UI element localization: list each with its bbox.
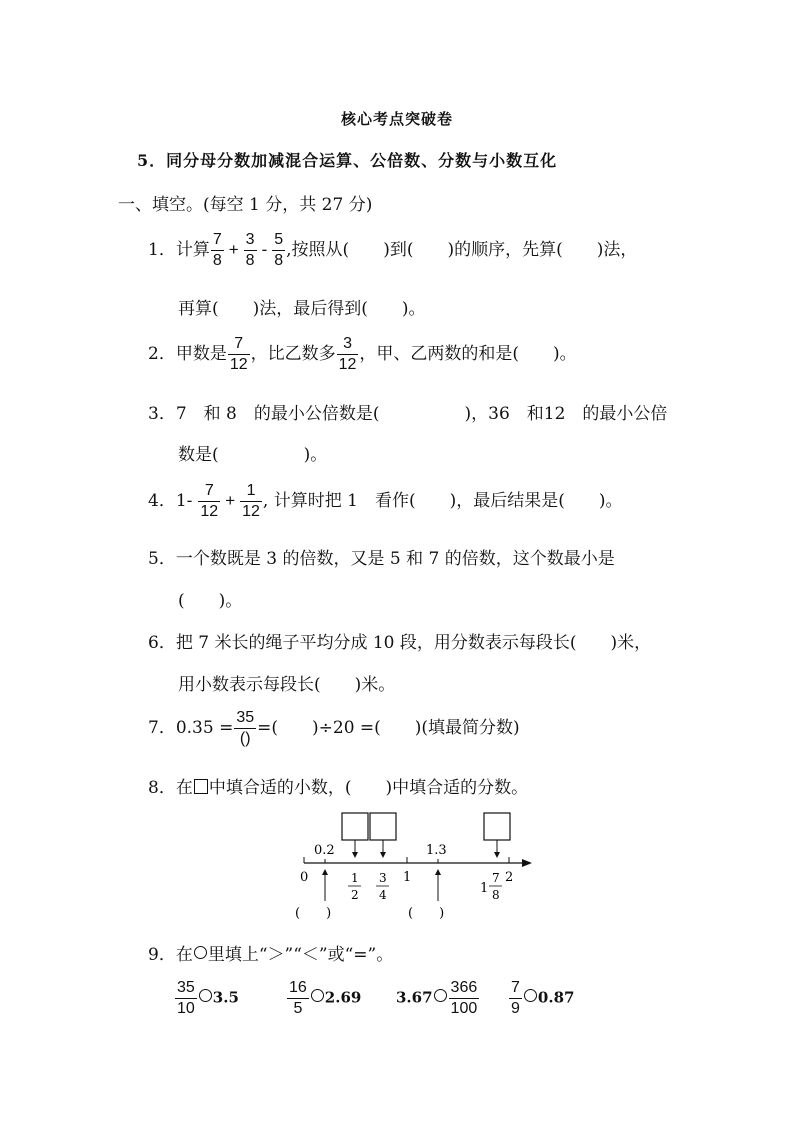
section-heading: 一、填空。(每空 1 分，共 27 分)	[118, 195, 373, 215]
frac-den: 4	[379, 888, 387, 902]
question-number: 1．	[148, 240, 176, 260]
fraction: $\frac{3}{8}$	[245, 231, 255, 269]
q4-pre: 1-	[175, 491, 193, 511]
q9-item-4	[508, 978, 574, 1019]
page-subtitle: 5．同分母分数加减混合运算、公倍数、分数与小数互化	[137, 151, 558, 170]
axis-arrow-icon	[522, 859, 532, 867]
question-number: 8．	[148, 778, 176, 798]
circle-icon	[194, 946, 207, 959]
q3-text-b: 数是( )。	[178, 445, 328, 465]
circle-icon	[199, 989, 212, 1002]
question-8	[148, 773, 528, 798]
question-1	[148, 230, 637, 271]
q7-pre: 0.35 =	[175, 718, 234, 738]
q2-post: ，甲、乙两数的和是( )。	[359, 344, 577, 364]
q2-mid: ，比乙数多	[250, 344, 336, 364]
q8-post: 中填合适的小数，( )中填合适的分数。	[208, 778, 529, 798]
q9-post: 里填上“＞”“＜”或“=”。	[207, 945, 394, 965]
q9-value: 2.69	[324, 988, 362, 1007]
q4-post: , 计算时把 1 看作( )，最后结果是( )。	[262, 491, 623, 511]
q1-pre: 计算	[175, 240, 210, 260]
question-number: 6．	[148, 633, 176, 653]
fraction: $\frac{3}{12}$	[338, 335, 357, 373]
frac-den: 8	[492, 888, 500, 902]
q3-text-a: 7 和 8 的最小公倍数是( )，36 和12 的最小公倍	[175, 404, 668, 424]
fraction: $\frac{1}{12}$	[242, 482, 260, 520]
label-above: 0.2	[314, 843, 335, 858]
label-below: 1	[403, 870, 412, 885]
circle-icon	[311, 989, 324, 1002]
frac-num: 7	[492, 871, 500, 885]
frac-den: 2	[351, 888, 359, 902]
question-number: 7．	[148, 718, 176, 738]
question-9	[148, 940, 393, 965]
answer-paren: ( )	[295, 906, 332, 921]
q6-text-b: 用小数表示每段长( )米。	[178, 675, 396, 695]
label-below: 0	[300, 870, 309, 885]
q9-value: 0.87	[537, 988, 575, 1007]
q2-pre: 甲数是	[175, 344, 227, 364]
circle-icon	[524, 989, 537, 1002]
q6-text-a: 把 7 米长的绳子平均分成 10 段，用分数表示每段长( )米，	[175, 633, 652, 653]
q9-value: 3.5	[212, 988, 239, 1007]
fraction: $\frac{35}{()}$	[236, 709, 255, 747]
frac-num: 3	[379, 871, 387, 885]
q7-post: =( )÷20 =( )(填最简分数)	[257, 718, 520, 738]
q9-value: 3.67	[396, 988, 433, 1007]
fraction: $\frac{35}{10}$	[177, 979, 195, 1017]
label-above: 1.3	[426, 843, 447, 858]
q9-item-1	[174, 978, 239, 1019]
question-number: 9．	[148, 945, 176, 965]
operator: +	[225, 491, 236, 510]
answer-box	[342, 813, 368, 840]
down-arrow-icon	[352, 852, 358, 858]
q5-text-a: 一个数既是 3 的倍数，又是 5 和 7 的倍数，这个数最小是	[175, 549, 615, 569]
q8-pre: 在	[175, 778, 193, 798]
fraction: $\frac{7}{12}$	[200, 482, 219, 520]
circle-icon	[434, 989, 447, 1002]
question-number: 3．	[148, 404, 176, 424]
fraction: $\frac{366}{100}$	[450, 979, 478, 1017]
q9-item-2	[286, 978, 361, 1019]
q5-text-b: ( )。	[178, 591, 243, 611]
number-line	[290, 808, 540, 923]
answer-box	[484, 813, 510, 840]
answer-paren: ( )	[408, 906, 445, 921]
question-3	[148, 399, 667, 424]
question-number: 2．	[148, 344, 176, 364]
fraction: $\frac{7}{8}$	[212, 231, 222, 269]
question-6	[148, 628, 651, 653]
down-arrow-icon	[380, 852, 386, 858]
square-box-icon	[194, 779, 208, 794]
question-number: 4．	[148, 491, 176, 511]
question-number: 5．	[148, 549, 176, 569]
up-arrow-icon	[435, 869, 441, 875]
up-arrow-icon	[322, 869, 328, 875]
fraction: $\frac{7}{12}$	[229, 335, 248, 373]
q1-text-b: 再算( )法，最后得到( )。	[178, 299, 426, 319]
question-2	[148, 334, 577, 375]
q9-item-3	[396, 978, 480, 1019]
q1-text-a: ,按照从( )到( )的顺序，先算( )法，	[286, 240, 638, 260]
answer-box	[370, 813, 396, 840]
down-arrow-icon	[494, 852, 500, 858]
operator: +	[228, 240, 239, 259]
q9-pre: 在	[175, 945, 193, 965]
page-title: 核心考点突破卷	[340, 110, 453, 128]
question-5	[148, 544, 615, 569]
question-7	[148, 708, 520, 749]
fraction: $\frac{5}{8}$	[274, 231, 284, 269]
question-4	[148, 481, 622, 522]
operator: -	[261, 240, 268, 259]
label-below: 2	[505, 870, 514, 885]
fraction: $\frac{7}{9}$	[511, 979, 520, 1017]
frac-num: 1	[351, 871, 359, 885]
frac-whole: 1	[480, 881, 489, 896]
fraction: $\frac{16}{5}$	[289, 979, 307, 1017]
